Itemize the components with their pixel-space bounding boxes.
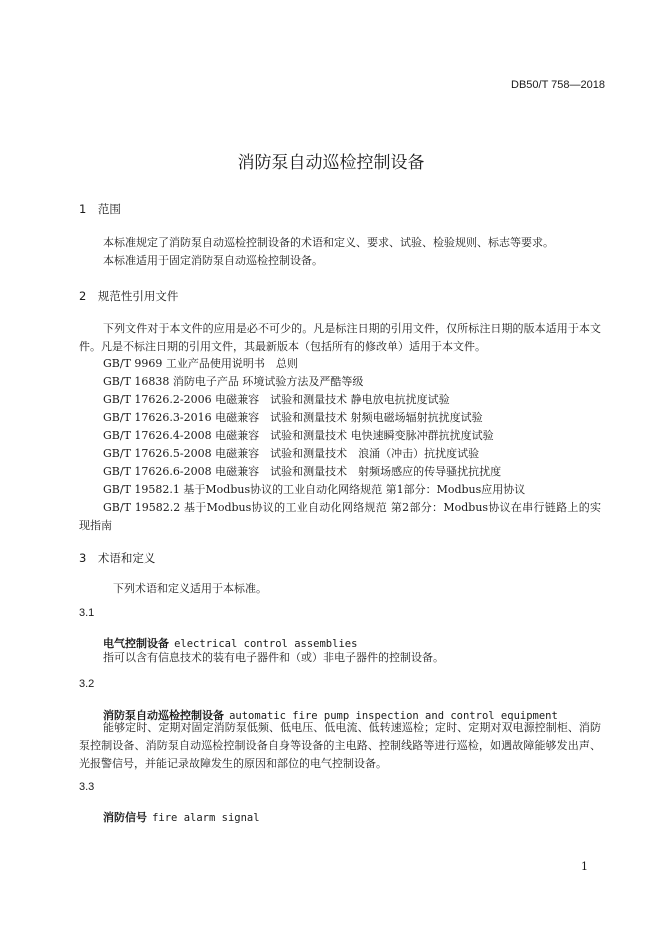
section-1-heading: 1 范围 <box>79 202 121 216</box>
document-title: 消防泵自动巡检控制设备 <box>237 153 425 173</box>
term-3-1-number: 3.1 <box>79 607 95 619</box>
section-3-intro: 下列术语和定义适用于本标准。 <box>113 582 267 595</box>
section-2-intro: 下列文件对于本文件的应用是必不可少的。凡是标注日期的引用文件，仅所标注日期的版本适用于本文件。凡是不标注日期的引用文件，其最新版本（包括所有的修改单）适用于本文件。 <box>79 322 601 353</box>
section-1-para-1: 本标准规定了消防泵自动巡检控制设备的术语和定义、要求、试验、检验规则、标志等要求。 <box>103 236 554 249</box>
section-3-heading: 3 术语和定义 <box>79 551 156 565</box>
term-3-2-zh: 消防泵自动巡检控制设备 <box>103 709 224 722</box>
term-3-2-number: 3.2 <box>79 678 95 690</box>
reference-item: GB/T 17626.3-2016 电磁兼容 试验和测量技术 射频电磁场辐射抗扰度试验 <box>103 411 483 424</box>
term-3-3-zh: 消防信号 <box>103 811 147 824</box>
reference-item: GB/T 17626.6-2008 电磁兼容 试验和测量技术 射频场感应的传导骚扰抗扰度 <box>103 465 502 478</box>
page-number: 1 <box>581 860 588 873</box>
section-1-para-2: 本标准适用于固定消防泵自动巡检控制设备。 <box>103 254 323 267</box>
reference-item: GB/T 17626.4-2008 电磁兼容 试验和测量技术 电快速瞬变脉冲群抗扰度试验 <box>103 429 494 442</box>
section-2-heading: 2 规范性引用文件 <box>79 289 179 303</box>
term-3-1-en: electrical control assemblies <box>174 638 358 650</box>
term-3-2-en: automatic fire pump inspection and control equipment <box>229 710 558 722</box>
term-3-1-zh: 电气控制设备 <box>103 637 169 650</box>
term-3-3-title <box>103 806 260 825</box>
term-3-2-definition: 能够定时、定期对固定消防泵低频、低电压、低电流、低转速巡检；定时、定期对双电源控制柜、消防泵控制设备、消防泵自动巡检控制设备自身等设备的主电路、控制线路等进行巡检，如遇故障能够发出声、光报警信号，并能记录故障发生的原因和部位的电气控制设备。 <box>79 721 601 770</box>
reference-item: GB/T 17626.2-2006 电磁兼容 试验和测量技术 静电放电抗扰度试验 <box>103 393 450 406</box>
reference-item: GB/T 16838 消防电子产品 环境试验方法及严酷等级 <box>103 375 364 388</box>
reference-item: GB/T 9969 工业产品使用说明书 总则 <box>103 357 298 370</box>
term-3-3-number: 3.3 <box>79 781 95 793</box>
reference-item: GB/T 19582.1 基于Modbus协议的工业自动化网络规范 第1部分：Modbus应用协议 <box>103 483 526 496</box>
reference-item: GB/T 17626.5-2008 电磁兼容 试验和测量技术 浪涌（冲击）抗扰度试验 <box>103 447 480 460</box>
term-3-3-en: fire alarm signal <box>152 812 260 824</box>
term-3-1-definition: 指可以含有信息技术的装有电子器件和（或）非电子器件的控制设备。 <box>103 651 444 664</box>
reference-item: GB/T 19582.2 基于Modbus协议的工业自动化网络规范 第2部分：Modbus协议在串行链路上的实现指南 <box>79 501 601 532</box>
standard-code: DB50/T 758—2018 <box>511 79 605 91</box>
